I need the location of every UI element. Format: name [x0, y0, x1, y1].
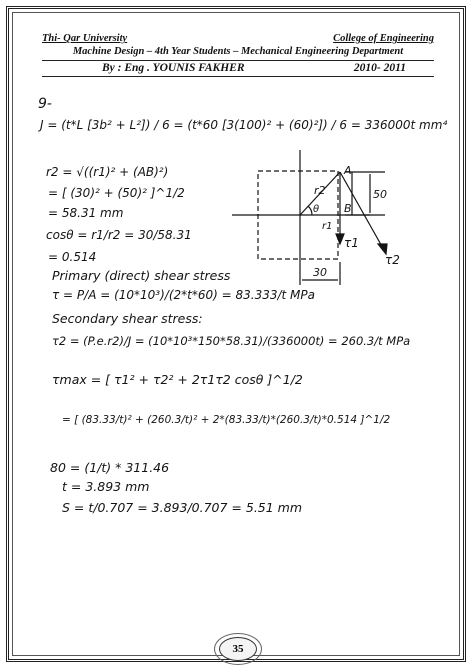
cos-theta-equation: cosθ = r1/r2 = 30/58.31: [46, 228, 192, 242]
polar-moment-equation: J = (t*L [3b² + L²]) / 6 = (t*60 [3(100)² + (60)²]) / 6 = 336000t mm⁴: [40, 118, 448, 132]
weld-size-result: S = t/0.707 = 3.893/0.707 = 5.51 mm: [62, 500, 303, 515]
author-name: By : Eng . YOUNIS FAKHER: [102, 62, 245, 74]
course-title: Machine Design – 4th Year Students – Mechanical Engineering Department: [72, 46, 404, 57]
college-name: College of Engineering: [333, 33, 434, 44]
question-label: 9-: [38, 96, 52, 112]
dim-50-label: 50: [373, 188, 387, 201]
r2-substitution: = [ (30)² + (50)² ]^1/2: [48, 186, 185, 200]
university-name: Thi- Qar University: [42, 33, 128, 44]
max-shear-substitution: = [ (83.33/t)² + (260.3/t)² + 2*(83.33/t)*(260.3/t)*0.514 ]^1/2: [62, 414, 391, 426]
point-a-label: A: [344, 164, 352, 177]
r2-result: = 58.31 mm: [48, 206, 124, 220]
dim-30-label: 30: [313, 266, 327, 279]
r2-label: r2: [314, 184, 326, 197]
tau1-label: τ1: [344, 236, 359, 250]
cos-theta-result: = 0.514: [48, 250, 97, 264]
max-shear-equation: τmax = [ τ1² + τ2² + 2τ1τ2 cosθ ]^1/2: [52, 372, 303, 387]
tau2-label: τ2: [385, 253, 400, 267]
secondary-shear-heading: Secondary shear stress:: [52, 311, 203, 326]
primary-shear-heading: Primary (direct) shear stress: [52, 268, 231, 283]
secondary-shear-equation: τ2 = (P.e.r2)/J = (10*10³*150*58.31)/(336000t) = 260.3/t MPa: [52, 334, 411, 348]
r1-label: r1: [322, 221, 333, 232]
academic-year: 2010- 2011: [353, 62, 406, 74]
theta-label: θ: [313, 204, 320, 215]
page-number: 35: [219, 637, 257, 661]
allowable-stress-equation: 80 = (1/t) * 311.46: [50, 460, 170, 475]
point-b-label: B: [344, 202, 352, 215]
tau1-arrowhead: [336, 234, 344, 244]
r2-equation: r2 = √((r1)² + (AB)²): [46, 165, 169, 179]
theta-arc: [308, 206, 312, 215]
primary-shear-equation: τ = P/A = (10*10³)/(2*t*60) = 83.333/t MPa: [52, 288, 315, 302]
thickness-result: t = 3.893 mm: [62, 479, 150, 494]
